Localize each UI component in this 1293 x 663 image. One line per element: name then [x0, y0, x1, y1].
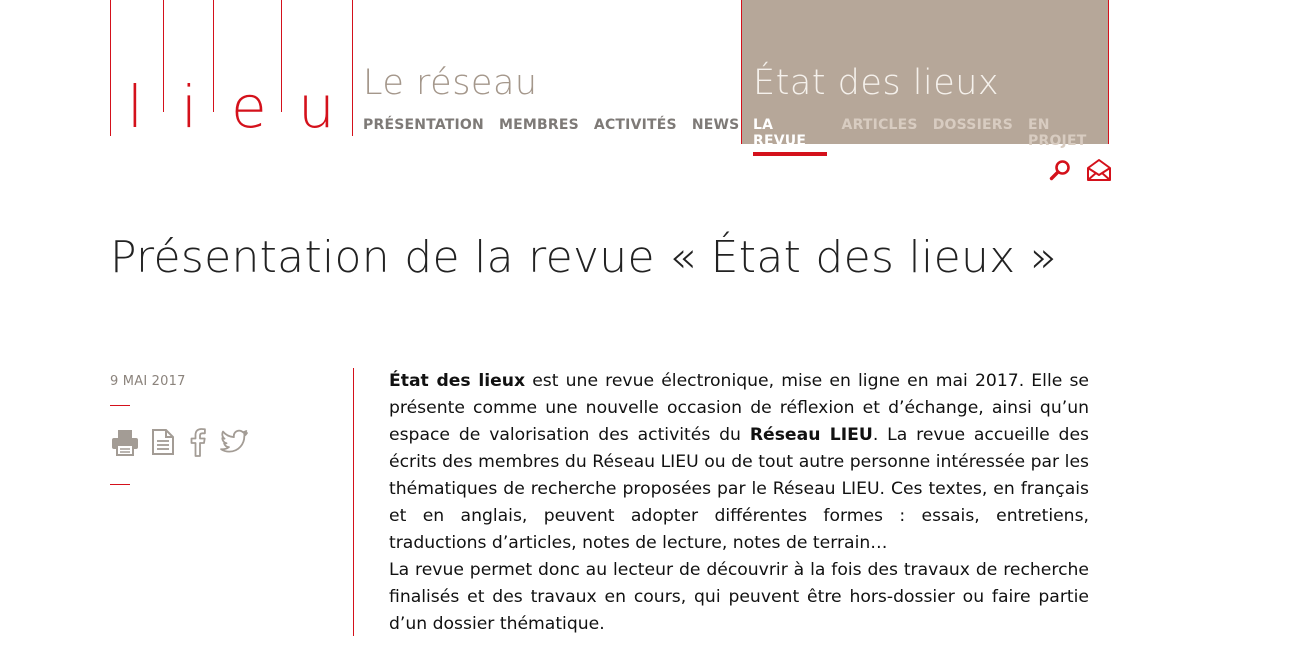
etat-title[interactable]: État des lieux [753, 63, 1000, 103]
publish-date: 9 MAI 2017 [110, 374, 186, 389]
text: . La revue accueille des écrits des membres du Réseau LIEU ou de tout autre personne intéressée par les thématiques de recherche proposées par le Réseau LIEU. Ces textes, en français et en anglais, peuvent adopter différentes formes : essais, entretiens, traductions d’articles, notes de lecture, notes de terrain… [389, 425, 1089, 553]
logo-line [352, 0, 353, 136]
divider [110, 405, 130, 406]
etat-nav-row [753, 117, 1108, 149]
article-meta [110, 374, 350, 485]
logo-line [213, 0, 214, 112]
column-divider [353, 368, 354, 636]
logo-letter-l: l [127, 73, 144, 141]
reseau-nav-row [363, 117, 739, 133]
article-body [389, 368, 1089, 638]
logo-line [110, 0, 111, 136]
twitter-icon[interactable] [218, 428, 250, 460]
logo-line [163, 0, 164, 112]
paragraph: La revue permet donc au lecteur de découvrir à la fois des travaux de recherche finalisés et des travaux en cours, qui peuvent être hors-dossier ou faire partie d’un dossier thématique. [389, 560, 1089, 634]
logo-letter-i: i [181, 73, 198, 141]
bold-text: Réseau LIEU [749, 425, 873, 445]
reseau-title[interactable]: Le réseau [363, 63, 538, 103]
envelope-icon[interactable] [1086, 158, 1112, 182]
document-icon[interactable] [150, 427, 176, 461]
bold-text: État des lieux [389, 371, 526, 391]
nav-news[interactable]: NEWS [691, 117, 740, 133]
nav-dossiers[interactable]: DOSSIERS [932, 117, 1014, 133]
etat-nav-panel [741, 0, 1109, 149]
nav-presentation[interactable]: PRÉSENTATION [363, 117, 484, 133]
site-logo[interactable] [110, 0, 353, 141]
reseau-nav [363, 63, 740, 133]
print-icon[interactable] [110, 427, 140, 461]
logo-letter-u: u [298, 73, 335, 141]
text: est une revue électronique, mise en ligne en mai 2017. Elle se présente comme une nouvelle occasion de réflexion et d’échange, ainsi qu’un espace de valorisation des activités du [389, 371, 1089, 445]
logo-line [281, 0, 282, 112]
paragraph [389, 368, 1089, 557]
facebook-icon[interactable] [186, 426, 208, 462]
share-tools [110, 426, 350, 462]
nav-activites[interactable]: ACTIVITÉS [593, 117, 677, 133]
nav-articles[interactable]: ARTICLES [841, 117, 918, 133]
nav-en-projet[interactable]: EN PROJET [1028, 117, 1087, 149]
tool-icons [1048, 158, 1112, 182]
divider [110, 484, 130, 485]
logo-letter-e: e [231, 73, 267, 141]
search-icon[interactable] [1048, 158, 1072, 182]
page-title: Présentation de la revue « État des lieux » [110, 232, 1057, 283]
nav-la-revue[interactable]: LA REVUE [753, 117, 827, 149]
nav-membres[interactable]: MEMBRES [498, 117, 579, 133]
